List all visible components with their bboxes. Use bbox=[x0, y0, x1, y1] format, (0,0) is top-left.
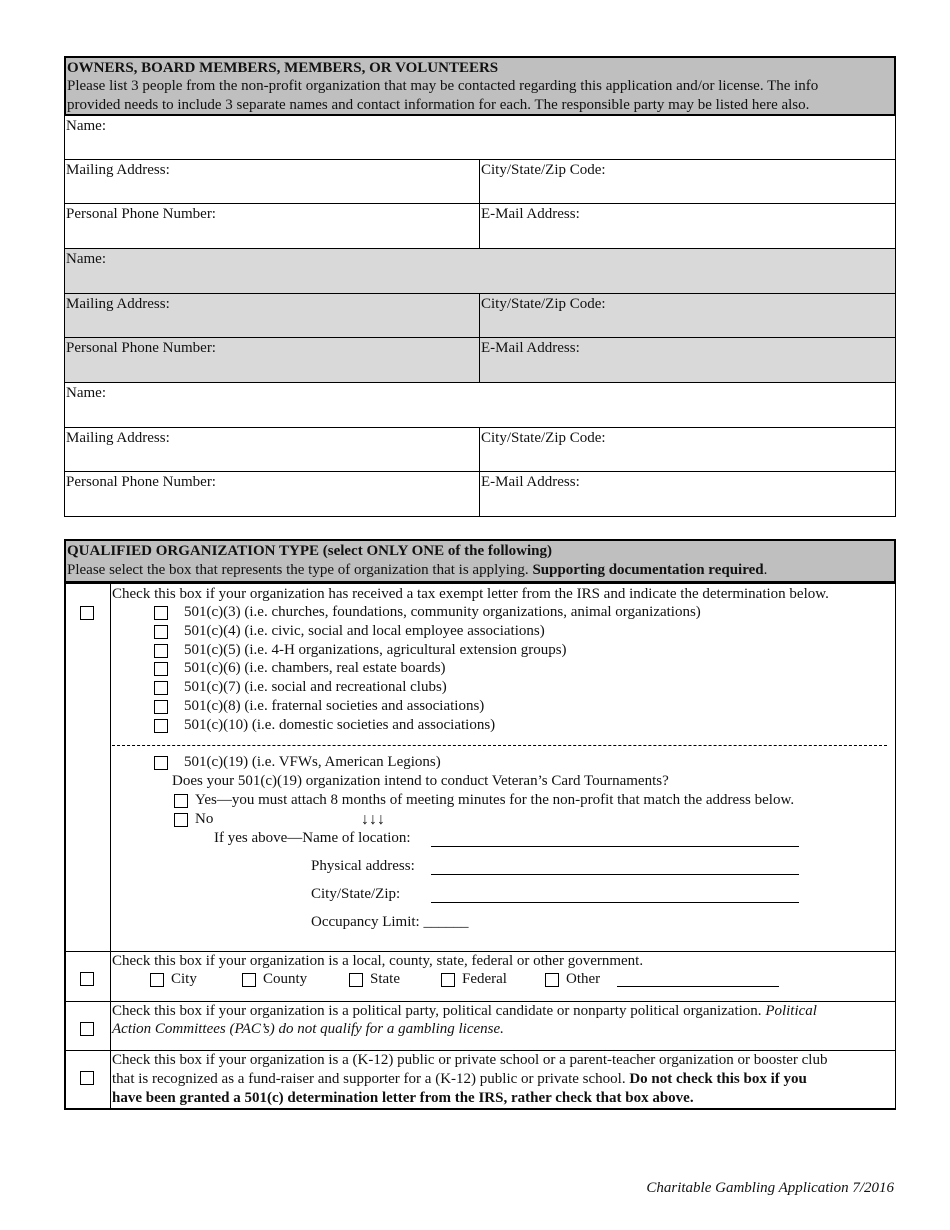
person1-city-field[interactable] bbox=[479, 159, 896, 204]
physical-address-label: Physical address: bbox=[311, 858, 415, 874]
c7-label: 501(c)(7) (i.e. social and recreational clubs) bbox=[184, 679, 447, 695]
school-line2-text: that is recognized as a fund-raiser and supporter for a (K-12) public or private school. bbox=[112, 1071, 630, 1087]
c6-label: 501(c)(6) (i.e. chambers, real estate boards) bbox=[184, 660, 446, 676]
c6-checkbox[interactable] bbox=[154, 662, 168, 676]
down-arrows-icon: ↓↓↓ bbox=[361, 811, 385, 828]
c7-checkbox[interactable] bbox=[154, 681, 168, 695]
name-label: Name: bbox=[66, 251, 106, 267]
owners-desc-line1: Please list 3 people from the non-profit organization that may be contacted regarding this application and/or license. The info bbox=[67, 78, 819, 94]
physical-address-input[interactable] bbox=[431, 860, 799, 875]
person2-city-field[interactable] bbox=[479, 293, 896, 338]
federal-label: Federal bbox=[462, 971, 507, 987]
other-gov-input[interactable] bbox=[617, 974, 779, 987]
c4-checkbox[interactable] bbox=[154, 625, 168, 639]
c10-label: 501(c)(10) (i.e. domestic societies and associations) bbox=[184, 717, 496, 733]
org-desc bbox=[67, 562, 767, 579]
person1-email-field[interactable] bbox=[479, 203, 896, 249]
other-checkbox[interactable] bbox=[545, 973, 559, 987]
org-header bbox=[64, 539, 896, 583]
person2-email-field[interactable] bbox=[479, 337, 896, 383]
email-label: E-Mail Address: bbox=[481, 474, 580, 490]
other-label: Other bbox=[566, 971, 601, 987]
tax-exempt-checkbox[interactable] bbox=[80, 606, 94, 620]
person3-email-field[interactable] bbox=[479, 471, 896, 517]
school-line1: Check this box if your organization is a (K-12) public or private school or a parent-teacher organization or booster club bbox=[112, 1052, 828, 1068]
phone-label: Personal Phone Number: bbox=[66, 474, 216, 490]
person1-phone-field[interactable] bbox=[64, 203, 480, 249]
c3-label: 501(c)(3) (i.e. churches, foundations, community organizations, animal organizations) bbox=[184, 604, 701, 620]
mailing-label: Mailing Address: bbox=[66, 430, 170, 446]
person3-mailing-field[interactable] bbox=[64, 427, 480, 472]
dashed-divider bbox=[112, 745, 887, 746]
city-label: City/State/Zip Code: bbox=[481, 162, 606, 178]
person2-mailing-field[interactable] bbox=[64, 293, 480, 338]
name-label: Name: bbox=[66, 385, 106, 401]
location-name-label: If yes above—Name of location: bbox=[214, 830, 411, 846]
school-bold-line: have been granted a 501(c) determination letter from the IRS, rather check that box above. bbox=[112, 1090, 694, 1106]
footer-text: Charitable Gambling Application 7/2016 bbox=[646, 1180, 894, 1196]
c4-label: 501(c)(4) (i.e. civic, social and local employee associations) bbox=[184, 623, 545, 639]
c3-checkbox[interactable] bbox=[154, 606, 168, 620]
school-checkbox[interactable] bbox=[80, 1071, 94, 1085]
city-state-zip-label: City/State/Zip: bbox=[311, 886, 401, 902]
occupancy-limit-field[interactable]: Occupancy Limit: ______ bbox=[311, 914, 469, 930]
org-desc-end: . bbox=[763, 562, 768, 578]
phone-label: Personal Phone Number: bbox=[66, 206, 216, 222]
political-text-main: Check this box if your organization is a political party, political candidate or nonparty political organization. bbox=[112, 1003, 766, 1019]
phone-label: Personal Phone Number: bbox=[66, 340, 216, 356]
county-checkbox[interactable] bbox=[242, 973, 256, 987]
c8-checkbox[interactable] bbox=[154, 700, 168, 714]
federal-checkbox[interactable] bbox=[441, 973, 455, 987]
email-label: E-Mail Address: bbox=[481, 340, 580, 356]
tax-check-cell bbox=[64, 583, 111, 952]
owners-header bbox=[64, 56, 896, 116]
person1-mailing-field[interactable] bbox=[64, 159, 480, 204]
mailing-label: Mailing Address: bbox=[66, 162, 170, 178]
school-bold1: Do not check this box if you bbox=[629, 1071, 807, 1087]
c5-checkbox[interactable] bbox=[154, 644, 168, 658]
city-label: City bbox=[171, 971, 197, 987]
state-label: State bbox=[370, 971, 400, 987]
city-label: City/State/Zip Code: bbox=[481, 296, 606, 312]
no-label: No bbox=[195, 811, 214, 827]
political-note: Action Committees (PAC’s) do not qualify for a gambling license. bbox=[112, 1021, 504, 1037]
government-checkbox[interactable] bbox=[80, 972, 94, 986]
c19-question: Does your 501(c)(19) organization intend to conduct Veteran’s Card Tournaments? bbox=[172, 773, 669, 789]
city-checkbox[interactable] bbox=[150, 973, 164, 987]
c19-checkbox[interactable] bbox=[154, 756, 168, 770]
location-name-input[interactable] bbox=[431, 832, 799, 847]
county-label: County bbox=[263, 971, 308, 987]
c5-label: 501(c)(5) (i.e. 4-H organizations, agricultural extension groups) bbox=[184, 642, 567, 658]
yes-label: Yes—you must attach 8 months of meeting minutes for the non-profit that match the address below. bbox=[195, 792, 795, 808]
owners-title: OWNERS, BOARD MEMBERS, MEMBERS, OR VOLUNTEERS bbox=[67, 60, 499, 76]
c19-label: 501(c)(19) (i.e. VFWs, American Legions) bbox=[184, 754, 441, 770]
political-text-italic: Political bbox=[765, 1003, 817, 1019]
email-label: E-Mail Address: bbox=[481, 206, 580, 222]
c10-checkbox[interactable] bbox=[154, 719, 168, 733]
person3-phone-field[interactable] bbox=[64, 471, 480, 517]
state-checkbox[interactable] bbox=[349, 973, 363, 987]
person1-name-field[interactable] bbox=[64, 115, 896, 160]
person2-name-field[interactable] bbox=[64, 248, 896, 294]
mailing-label: Mailing Address: bbox=[66, 296, 170, 312]
city-state-zip-input[interactable] bbox=[431, 888, 799, 903]
person3-city-field[interactable] bbox=[479, 427, 896, 472]
c8-label: 501(c)(8) (i.e. fraternal societies and associations) bbox=[184, 698, 485, 714]
person3-name-field[interactable] bbox=[64, 382, 896, 428]
name-label: Name: bbox=[66, 118, 106, 134]
political-checkbox[interactable] bbox=[80, 1022, 94, 1036]
owners-desc-line2: provided needs to include 3 separate names and contact information for each. The responsible party may be listed here also. bbox=[67, 97, 810, 113]
political-text bbox=[112, 1003, 817, 1020]
yes-checkbox[interactable] bbox=[174, 794, 188, 808]
org-desc-bold: Supporting documentation required bbox=[532, 562, 764, 578]
city-label: City/State/Zip Code: bbox=[481, 430, 606, 446]
gov-intro: Check this box if your organization is a local, county, state, federal or other government. bbox=[112, 953, 644, 969]
no-checkbox[interactable] bbox=[174, 813, 188, 827]
person2-phone-field[interactable] bbox=[64, 337, 480, 383]
org-desc-text: Please select the box that represents the type of organization that is applying. bbox=[67, 562, 533, 578]
tax-intro: Check this box if your organization has received a tax exempt letter from the IRS and indicate the determination below. bbox=[112, 586, 829, 602]
org-title: QUALIFIED ORGANIZATION TYPE (select ONLY ONE of the following) bbox=[67, 543, 553, 559]
school-line2 bbox=[112, 1071, 807, 1088]
